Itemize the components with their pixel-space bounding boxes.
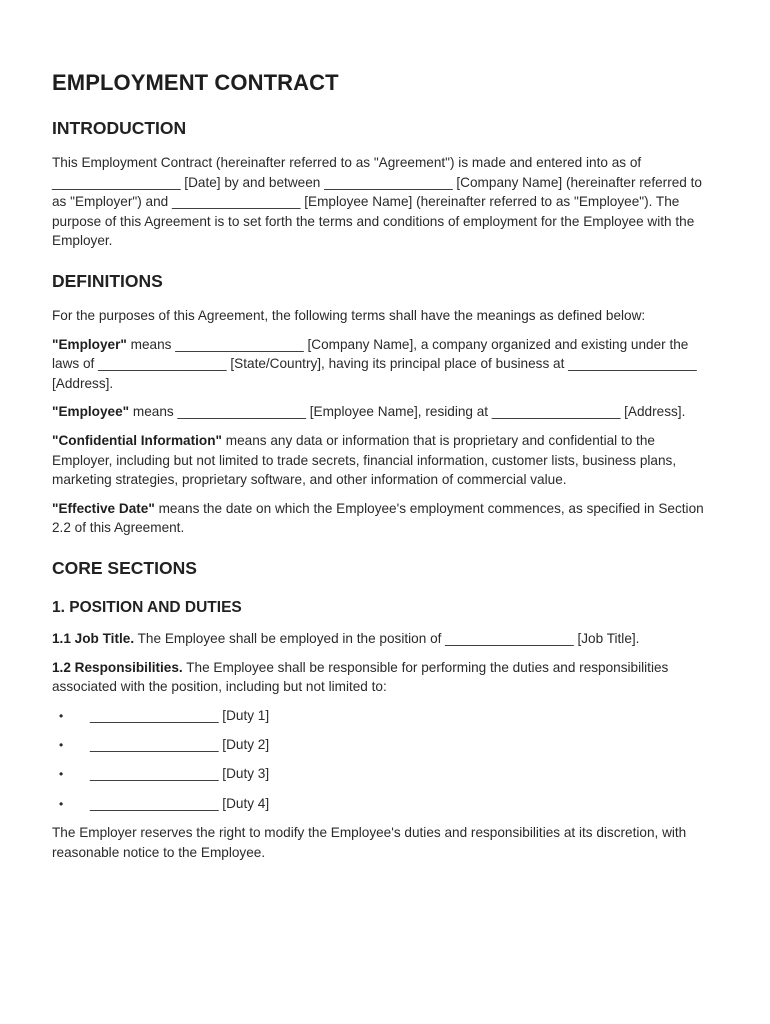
list-item: • _________________ [Duty 3]: [52, 764, 718, 784]
list-item: • _________________ [Duty 2]: [52, 735, 718, 755]
responsibilities-clause: [52, 658, 718, 697]
definition-employer: [52, 335, 718, 394]
clause-label: 1.2 Responsibilities.: [52, 659, 183, 675]
clause-label: 1.1 Job Title.: [52, 630, 135, 646]
duties-modification-text: The Employer reserves the right to modify the Employee's duties and responsibilities at its discretion, with reasonable notice to the Employee.: [52, 825, 687, 860]
clause-text: The Employee shall be employed in the position of _________________ [Job Title].: [134, 630, 640, 646]
introduction-section: [52, 118, 718, 251]
list-item: • _________________ [Duty 4]: [52, 794, 718, 814]
definition-effective-date: [52, 499, 718, 538]
definition-term: "Employee": [52, 404, 130, 420]
definition-term: "Confidential Information": [52, 432, 222, 448]
definition-text: means _________________ [Company Name], a company organized and existing under the laws of _________________ [State/Country], having its principal place of business at _________________ [Address].: [52, 336, 697, 391]
definition-text: means _________________ [Employee Name], residing at _________________ [Address].: [129, 404, 686, 420]
definitions-heading: DEFINITIONS: [52, 270, 163, 291]
duties-list: [52, 706, 718, 814]
definition-term: "Employer": [52, 336, 127, 352]
definitions-intro: For the purposes of this Agreement, the following terms shall have the meanings as defined below:: [52, 307, 646, 323]
definitions-section: [52, 271, 718, 538]
definition-text: means any data or information that is proprietary and confidential to the Employer, including but not limited to trade secrets, financial information, customer lists, business plans, marketing strategies, proprietary software, and other information of commercial value.: [52, 432, 677, 488]
clause-text: The Employee shall be responsible for performing the duties and responsibilities associated with the position, including but not limited to:: [52, 659, 669, 695]
job-title-clause: [52, 629, 718, 649]
core-sections-heading: CORE SECTIONS: [52, 557, 197, 578]
list-item: • _________________ [Duty 1]: [52, 706, 718, 726]
definition-confidential-information: [52, 431, 718, 490]
definition-term: "Effective Date": [52, 500, 155, 516]
position-duties-heading: 1. POSITION AND DUTIES: [52, 598, 242, 616]
introduction-text: This Employment Contract (hereinafter referred to as "Agreement") is made and entered into as of _________________ [Date] by and between _________________ [Company Name] (hereinafter referred to as "Employer") and _________________ [Employee Name] (hereinafter referred to as "Employee"). The purpose of this Agreement is to set forth the terms and conditions of employment for the Employee with the Employer.: [52, 155, 702, 249]
core-sections: [52, 558, 718, 863]
introduction-heading: INTRODUCTION: [52, 118, 187, 138]
definition-employee: [52, 402, 718, 422]
definition-text: means the date on which the Employee's employment commences, as specified in Section 2.2 of this Agreement.: [52, 500, 704, 536]
document-title: EMPLOYMENT CONTRACT: [52, 70, 339, 95]
